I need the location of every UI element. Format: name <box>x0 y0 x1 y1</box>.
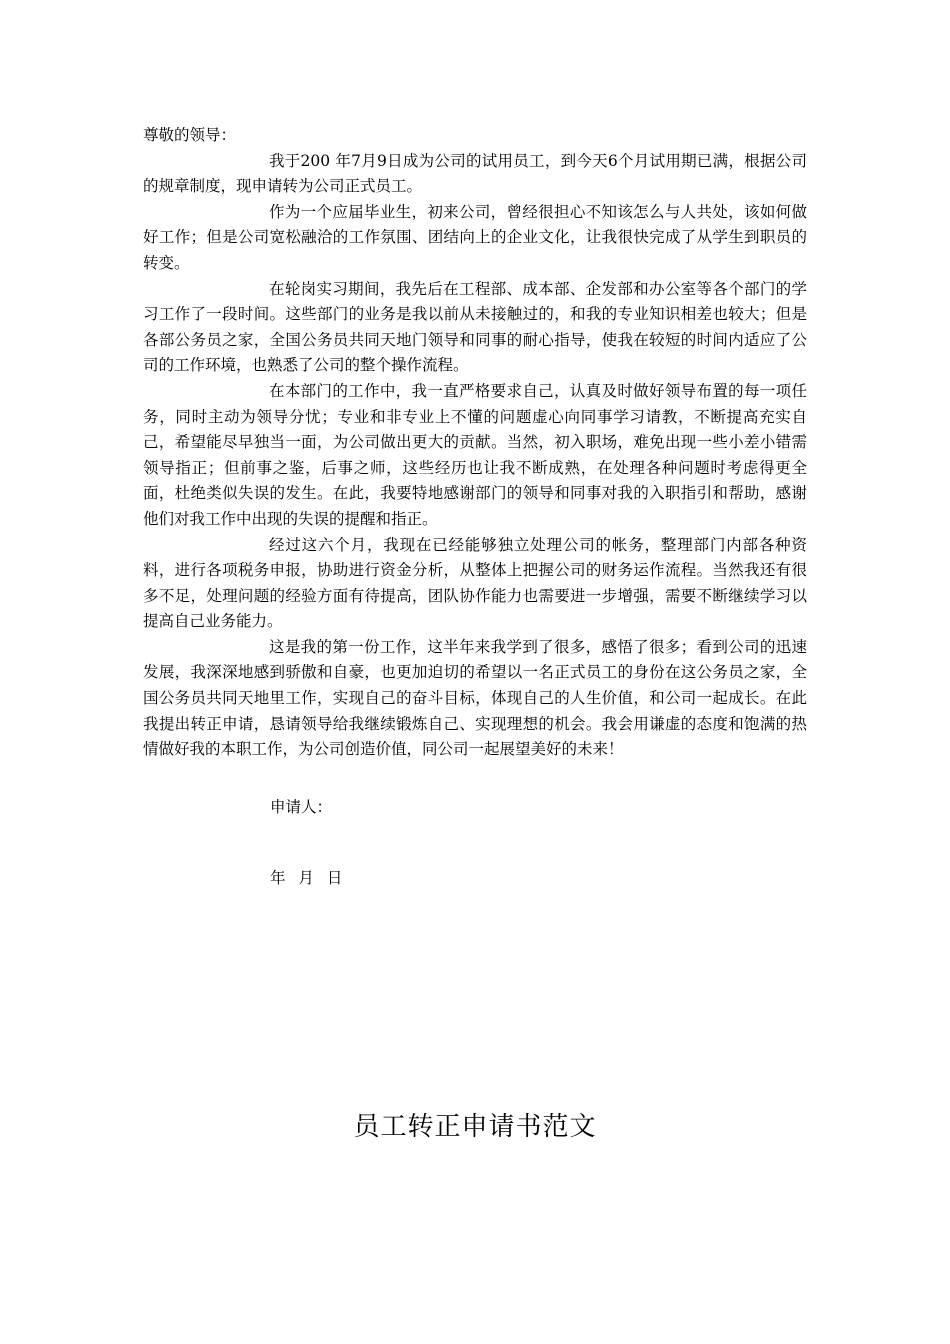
letter-body <box>143 123 807 763</box>
paragraph-probation-complete: 我于200 年7月9日成为公司的试用员工，到今天6个月试用期已满，根据公司的规章制度，现申请转为公司正式员工。 <box>143 151 807 196</box>
paragraph-adaptation: 作为一个应届毕业生，初来公司，曾经很担心不知该怎么与人共处，该如何做好工作；但是公司宽松融洽的工作氛围、团结向上的企业文化，让我很快完成了从学生到职员的转变。 <box>143 202 807 272</box>
paragraph-department-work: 在本部门的工作中，我一直严格要求自己，认真及时做好领导布置的每一项任务，同时主动为领导分忧；专业和非专业上不懂的问题虚心向同事学习请教，不断提高充实自己，希望能尽早独当一面，为公司做出更大的贡献。当然，初入职场，难免出现一些小差小错需领导指正；但前事之鉴，后事之师，这些经历也让我不断成熟，在处理各种问题时考虑得更全面，杜绝类似失误的发生。在此，我要特地感谢部门的领导和同事对我的入职指引和帮助，感谢他们对我工作中出现的失误的提醒和指正。 <box>143 381 807 528</box>
salutation: 尊敬的领导： <box>143 126 237 144</box>
paragraph-conclusion: 这是我的第一份工作，这半年来我学到了很多，感悟了很多；看到公司的迅速发展，我深深地感到骄傲和自豪，也更加迫切的希望以一名正式员工的身份在这公务员之家，全国公务员共同天地里工作，实现自己的奋斗目标，体现自己的人生价值，和公司一起成长。在此我提出转正申请，恳请领导给我继续锻炼自己、实现理想的机会。我会用谦虚的态度和饱满的热情做好我的本职工作，为公司创造价值，同公司一起展望美好的未来！ <box>143 637 807 759</box>
date-line: 年 月 日 <box>270 869 343 887</box>
document-title: 员工转正申请书范文 <box>353 1112 597 1142</box>
paragraph-rotation-internship: 在轮岗实习期间，我先后在工程部、成本部、企发部和办公室等各个部门的学习工作了一段时间。这些部门的业务是我以前从未接触过的，和我的专业知识相差也较大；但是各部公务员之家，全国公务员共同天地门领导和同事的耐心指导，使我在较短的时间内适应了公司的工作环境，也熟悉了公司的整个操作流程。 <box>143 279 807 375</box>
paragraph-six-months-progress: 经过这六个月，我现在已经能够独立处理公司的帐务，整理部门内部各种资料，进行各项税务申报，协助进行资金分析，从整体上把握公司的财务运作流程。当然我还有很多不足，处理问题的经验方面有待提高，团队协作能力也需要进一步增强，需要不断继续学习以提高自己业务能力。 <box>143 535 807 631</box>
applicant-label: 申请人： <box>270 798 333 816</box>
